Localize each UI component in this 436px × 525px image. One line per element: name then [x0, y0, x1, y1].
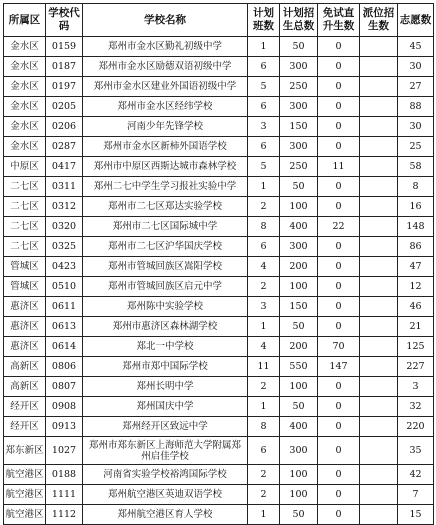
cell-school-name: 河南省实验学校裕鸿国际学校 — [83, 465, 248, 485]
cell-volunteer: 7 — [398, 485, 434, 505]
header-row — [4, 4, 434, 37]
cell-plan-classes: 4 — [248, 337, 280, 357]
cell-volunteer: 148 — [398, 217, 434, 237]
table-row — [4, 157, 434, 177]
cell-code: 0417 — [46, 157, 83, 177]
cell-exempt: 0 — [318, 465, 360, 485]
table-row — [4, 217, 434, 237]
cell-code: 0287 — [46, 137, 83, 157]
header-district: 所属区 — [4, 4, 46, 37]
cell-district: 惠济区 — [4, 297, 46, 317]
cell-code: 0614 — [46, 337, 83, 357]
cell-plan-total: 150 — [280, 297, 318, 317]
cell-school-name: 郑州市郑东新区上海师范大学附属郑州启佳学校 — [83, 437, 248, 465]
cell-assigned — [360, 337, 398, 357]
cell-volunteer: 8 — [398, 177, 434, 197]
cell-assigned — [360, 505, 398, 525]
cell-plan-total: 100 — [280, 277, 318, 297]
cell-volunteer: 45 — [398, 37, 434, 57]
cell-district: 高新区 — [4, 357, 46, 377]
cell-plan-classes: 6 — [248, 137, 280, 157]
cell-volunteer: 3 — [398, 377, 434, 397]
cell-school-name: 郑州市金水区勤礼初级中学 — [83, 37, 248, 57]
cell-school-name: 郑州航空港区英迪双语学校 — [83, 485, 248, 505]
cell-exempt: 0 — [318, 197, 360, 217]
cell-volunteer: 21 — [398, 317, 434, 337]
cell-assigned — [360, 197, 398, 217]
cell-district: 经开区 — [4, 397, 46, 417]
cell-volunteer: 47 — [398, 257, 434, 277]
cell-plan-total: 50 — [280, 397, 318, 417]
cell-assigned — [360, 237, 398, 257]
table-row — [4, 137, 434, 157]
cell-school-name: 郑州市金水区经纬学校 — [83, 97, 248, 117]
table-row — [4, 237, 434, 257]
cell-plan-classes: 1 — [248, 37, 280, 57]
cell-exempt: 0 — [318, 257, 360, 277]
cell-volunteer: 25 — [398, 137, 434, 157]
cell-school-name: 郑州国庆中学 — [83, 397, 248, 417]
cell-code: 0311 — [46, 177, 83, 197]
cell-plan-classes: 8 — [248, 217, 280, 237]
cell-exempt: 0 — [318, 77, 360, 97]
cell-plan-total: 100 — [280, 465, 318, 485]
cell-plan-total: 400 — [280, 417, 318, 437]
cell-plan-classes: 8 — [248, 417, 280, 437]
cell-district: 金水区 — [4, 37, 46, 57]
cell-code: 0913 — [46, 417, 83, 437]
cell-district: 金水区 — [4, 117, 46, 137]
cell-code: 0197 — [46, 77, 83, 97]
table-body — [4, 37, 434, 525]
cell-volunteer: 46 — [398, 297, 434, 317]
cell-assigned — [360, 417, 398, 437]
cell-assigned — [360, 377, 398, 397]
cell-assigned — [360, 277, 398, 297]
cell-assigned — [360, 157, 398, 177]
cell-code: 0205 — [46, 97, 83, 117]
header-plan-classes: 计划班数 — [248, 4, 280, 37]
cell-volunteer: 16 — [398, 197, 434, 217]
cell-code: 0613 — [46, 317, 83, 337]
cell-code: 0806 — [46, 357, 83, 377]
cell-code: 0611 — [46, 297, 83, 317]
enrollment-table-wrapper — [3, 3, 433, 525]
cell-code: 0325 — [46, 237, 83, 257]
cell-exempt: 0 — [318, 117, 360, 137]
cell-district: 二七区 — [4, 217, 46, 237]
cell-plan-total: 200 — [280, 257, 318, 277]
cell-school-name: 郑州航空港区育人学校 — [83, 505, 248, 525]
table-row — [4, 485, 434, 505]
cell-assigned — [360, 77, 398, 97]
cell-code: 0159 — [46, 37, 83, 57]
cell-volunteer: 86 — [398, 237, 434, 257]
cell-district: 二七区 — [4, 197, 46, 217]
cell-district: 二七区 — [4, 177, 46, 197]
cell-plan-classes: 1 — [248, 397, 280, 417]
cell-school-name: 郑州市金水区励德双语初级中学 — [83, 57, 248, 77]
cell-plan-total: 300 — [280, 237, 318, 257]
cell-exempt: 0 — [318, 417, 360, 437]
cell-assigned — [360, 357, 398, 377]
header-exempt: 免试直升生数 — [318, 4, 360, 37]
cell-school-name: 郑州二七中学生学习报社实验中学 — [83, 177, 248, 197]
table-row — [4, 297, 434, 317]
cell-exempt: 0 — [318, 137, 360, 157]
cell-plan-classes: 2 — [248, 377, 280, 397]
cell-school-name: 郑州市管城回族区启元中学 — [83, 277, 248, 297]
table-row — [4, 505, 434, 525]
cell-school-name: 郑州长明中学 — [83, 377, 248, 397]
cell-plan-total: 200 — [280, 337, 318, 357]
cell-plan-total: 100 — [280, 197, 318, 217]
cell-plan-classes: 1 — [248, 505, 280, 525]
cell-school-name: 郑州市二七区沪华国庆学校 — [83, 237, 248, 257]
table-row — [4, 317, 434, 337]
cell-volunteer: 42 — [398, 465, 434, 485]
cell-assigned — [360, 437, 398, 465]
cell-plan-total: 50 — [280, 37, 318, 57]
cell-school-name: 郑州市管城回族区嵩阳学校 — [83, 257, 248, 277]
cell-district: 郑东新区 — [4, 437, 46, 465]
table-row — [4, 277, 434, 297]
cell-exempt: 0 — [318, 297, 360, 317]
cell-plan-total: 100 — [280, 377, 318, 397]
cell-code: 0320 — [46, 217, 83, 237]
cell-plan-total: 300 — [280, 137, 318, 157]
cell-assigned — [360, 317, 398, 337]
cell-exempt: 0 — [318, 397, 360, 417]
cell-district: 管城区 — [4, 277, 46, 297]
cell-plan-classes: 5 — [248, 77, 280, 97]
cell-district: 管城区 — [4, 257, 46, 277]
table-header — [4, 4, 434, 37]
cell-school-name: 郑北一中学校 — [83, 337, 248, 357]
cell-district: 航空港区 — [4, 485, 46, 505]
table-row — [4, 437, 434, 465]
header-plan-total: 计划招生总数 — [280, 4, 318, 37]
cell-school-name: 河南少年先锋学校 — [83, 117, 248, 137]
cell-plan-classes: 6 — [248, 437, 280, 465]
cell-exempt: 0 — [318, 277, 360, 297]
cell-assigned — [360, 57, 398, 77]
cell-district: 金水区 — [4, 97, 46, 117]
table-row — [4, 37, 434, 57]
cell-volunteer: 32 — [398, 397, 434, 417]
cell-exempt: 0 — [318, 437, 360, 465]
enrollment-table — [3, 3, 434, 525]
cell-code: 0423 — [46, 257, 83, 277]
cell-volunteer: 88 — [398, 97, 434, 117]
cell-district: 高新区 — [4, 377, 46, 397]
cell-assigned — [360, 257, 398, 277]
cell-code: 0510 — [46, 277, 83, 297]
cell-assigned — [360, 397, 398, 417]
cell-plan-total: 300 — [280, 437, 318, 465]
table-row — [4, 97, 434, 117]
cell-plan-total: 50 — [280, 177, 318, 197]
cell-exempt: 0 — [318, 505, 360, 525]
cell-district: 金水区 — [4, 137, 46, 157]
cell-school-name: 郑州市金水区建业外国语初级中学 — [83, 77, 248, 97]
cell-school-name: 郑州市中原区西斯达城市森林学校 — [83, 157, 248, 177]
cell-plan-classes: 2 — [248, 197, 280, 217]
cell-plan-classes: 4 — [248, 257, 280, 277]
cell-assigned — [360, 137, 398, 157]
cell-volunteer: 15 — [398, 505, 434, 525]
cell-code: 1111 — [46, 485, 83, 505]
cell-assigned — [360, 177, 398, 197]
cell-plan-total: 150 — [280, 117, 318, 137]
table-row — [4, 177, 434, 197]
header-code: 学校代码 — [46, 4, 83, 37]
table-row — [4, 57, 434, 77]
cell-code: 0312 — [46, 197, 83, 217]
cell-assigned — [360, 297, 398, 317]
cell-plan-classes: 2 — [248, 485, 280, 505]
cell-school-name: 郑州市金水区新柿外国语学校 — [83, 137, 248, 157]
table-row — [4, 377, 434, 397]
cell-code: 0206 — [46, 117, 83, 137]
cell-code: 0187 — [46, 57, 83, 77]
cell-exempt: 0 — [318, 97, 360, 117]
cell-school-name: 郑州市郑中国际学校 — [83, 357, 248, 377]
cell-exempt: 0 — [318, 37, 360, 57]
cell-plan-total: 550 — [280, 357, 318, 377]
cell-volunteer: 35 — [398, 437, 434, 465]
cell-plan-total: 300 — [280, 57, 318, 77]
cell-plan-total: 250 — [280, 157, 318, 177]
cell-exempt: 147 — [318, 357, 360, 377]
cell-plan-total: 300 — [280, 97, 318, 117]
header-school-name: 学校名称 — [83, 4, 248, 37]
cell-exempt: 0 — [318, 317, 360, 337]
cell-district: 航空港区 — [4, 465, 46, 485]
cell-plan-total: 100 — [280, 485, 318, 505]
cell-exempt: 0 — [318, 177, 360, 197]
cell-district: 金水区 — [4, 77, 46, 97]
cell-exempt: 11 — [318, 157, 360, 177]
table-row — [4, 337, 434, 357]
cell-school-name: 郑州陈中实验学校 — [83, 297, 248, 317]
header-volunteer: 志愿数 — [398, 4, 434, 37]
cell-exempt: 0 — [318, 57, 360, 77]
table-row — [4, 357, 434, 377]
cell-assigned — [360, 465, 398, 485]
cell-exempt: 0 — [318, 237, 360, 257]
cell-assigned — [360, 217, 398, 237]
cell-district: 航空港区 — [4, 505, 46, 525]
table-row — [4, 117, 434, 137]
cell-plan-classes: 1 — [248, 177, 280, 197]
cell-school-name: 郑州市二七区郑达实验学校 — [83, 197, 248, 217]
table-row — [4, 465, 434, 485]
cell-code: 0188 — [46, 465, 83, 485]
cell-plan-classes: 2 — [248, 465, 280, 485]
cell-plan-total: 50 — [280, 505, 318, 525]
cell-volunteer: 227 — [398, 357, 434, 377]
cell-assigned — [360, 117, 398, 137]
cell-assigned — [360, 485, 398, 505]
table-row — [4, 397, 434, 417]
cell-volunteer: 30 — [398, 57, 434, 77]
table-row — [4, 77, 434, 97]
cell-district: 金水区 — [4, 57, 46, 77]
cell-plan-total: 400 — [280, 217, 318, 237]
cell-code: 1112 — [46, 505, 83, 525]
cell-plan-classes: 6 — [248, 97, 280, 117]
cell-district: 中原区 — [4, 157, 46, 177]
cell-plan-classes: 3 — [248, 297, 280, 317]
cell-school-name: 郑州市二七区国际城中学 — [83, 217, 248, 237]
cell-district: 经开区 — [4, 417, 46, 437]
cell-volunteer: 125 — [398, 337, 434, 357]
table-row — [4, 417, 434, 437]
cell-plan-classes: 2 — [248, 277, 280, 297]
cell-volunteer: 27 — [398, 77, 434, 97]
cell-plan-total: 250 — [280, 77, 318, 97]
cell-school-name: 郑州市惠济区森林湖学校 — [83, 317, 248, 337]
cell-plan-classes: 6 — [248, 237, 280, 257]
table-row — [4, 257, 434, 277]
header-assigned: 派位招生数 — [360, 4, 398, 37]
cell-code: 0908 — [46, 397, 83, 417]
cell-volunteer: 12 — [398, 277, 434, 297]
cell-volunteer: 30 — [398, 117, 434, 137]
cell-exempt: 0 — [318, 485, 360, 505]
cell-district: 二七区 — [4, 237, 46, 257]
cell-exempt: 22 — [318, 217, 360, 237]
cell-exempt: 0 — [318, 377, 360, 397]
cell-plan-classes: 6 — [248, 57, 280, 77]
cell-exempt: 70 — [318, 337, 360, 357]
cell-volunteer: 58 — [398, 157, 434, 177]
cell-code: 0807 — [46, 377, 83, 397]
cell-plan-classes: 11 — [248, 357, 280, 377]
cell-plan-total: 50 — [280, 317, 318, 337]
cell-assigned — [360, 97, 398, 117]
cell-district: 惠济区 — [4, 317, 46, 337]
cell-school-name: 郑州经开区致远中学 — [83, 417, 248, 437]
cell-plan-classes: 1 — [248, 317, 280, 337]
cell-district: 惠济区 — [4, 337, 46, 357]
table-row — [4, 197, 434, 217]
cell-assigned — [360, 37, 398, 57]
cell-volunteer: 220 — [398, 417, 434, 437]
cell-plan-classes: 5 — [248, 157, 280, 177]
cell-code: 1027 — [46, 437, 83, 465]
cell-plan-classes: 3 — [248, 117, 280, 137]
